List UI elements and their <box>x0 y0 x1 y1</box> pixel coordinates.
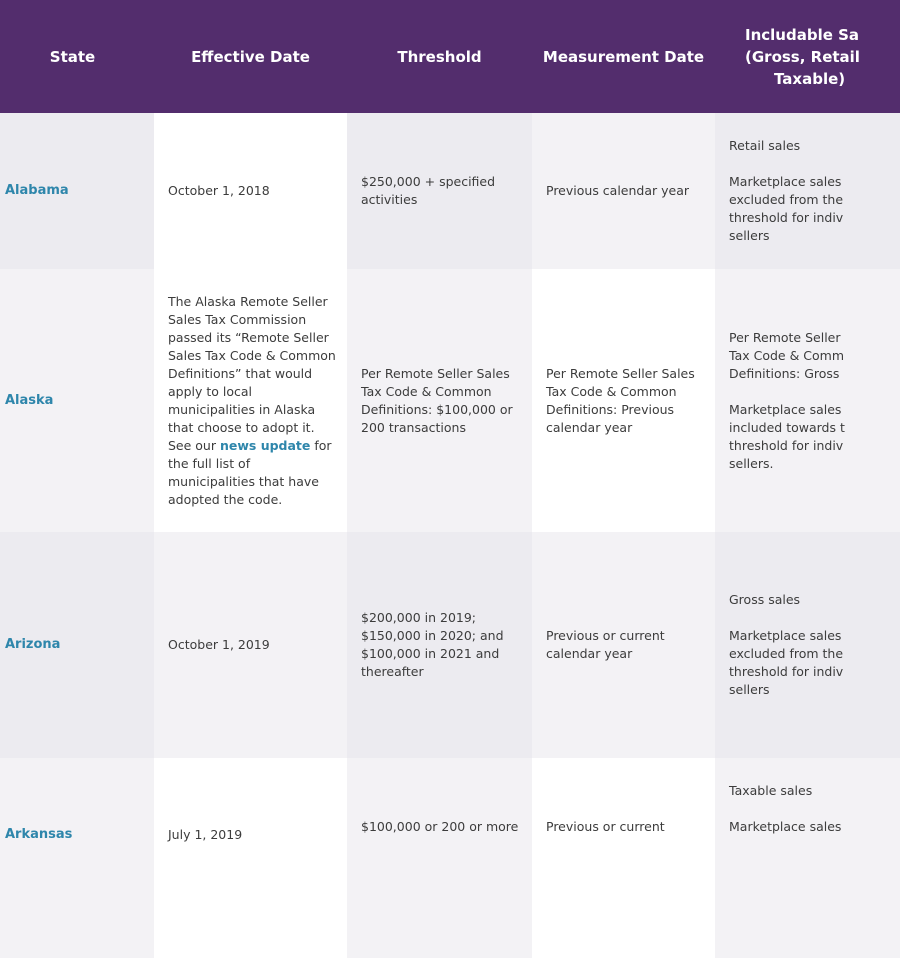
measurement-cell <box>532 532 715 758</box>
header-state: State <box>49 47 96 66</box>
effective-date: October 1, 2019 <box>168 637 270 652</box>
includable-sales-type: Retail sales <box>729 138 801 153</box>
threshold: Per Remote Seller Sales Tax Code & Common Definitions: $100,000 or 200 transactions <box>361 365 513 435</box>
state-cell <box>0 113 154 269</box>
header-measurement-date: Measurement Date <box>542 47 705 66</box>
marketplace-note: Marketplace sales <box>729 819 842 834</box>
state-link-arkansas[interactable]: Arkansas <box>5 827 73 842</box>
includable-sales-type: Taxable sales <box>729 783 813 798</box>
marketplace-note: Marketplace sales excluded from the threshold for indiv sellers <box>729 628 844 697</box>
includable-cell <box>715 532 900 758</box>
threshold: $200,000 in 2019; $150,000 in 2020; and $100,000 in 2021 and thereafter <box>361 610 504 679</box>
includable-cell <box>715 113 900 269</box>
threshold: $100,000 or 200 or more <box>361 819 519 834</box>
effective-date-cell <box>154 113 347 269</box>
header-includable-sales <box>715 0 900 113</box>
effective-date: October 1, 2018 <box>168 183 270 198</box>
threshold-cell <box>347 758 532 958</box>
marketplace-note: Marketplace sales excluded from the threshold for indiv sellers <box>729 174 844 243</box>
threshold: $250,000 + specified activities <box>361 174 496 207</box>
state-cell <box>0 269 154 532</box>
effective-date-cell <box>154 758 347 958</box>
measurement-cell <box>532 758 715 958</box>
table-row <box>0 113 900 269</box>
table-row <box>0 269 900 532</box>
header-includable-line-3: Taxable) <box>774 69 846 88</box>
measurement-date: Previous or current calendar year <box>546 628 665 661</box>
effective-date: July 1, 2019 <box>168 827 243 842</box>
header-effective-date: Effective Date <box>191 47 310 66</box>
includable-cell <box>715 758 900 958</box>
table-row <box>0 758 900 958</box>
table-row <box>0 532 900 758</box>
marketplace-note: Marketplace sales included towards t threshold for indiv sellers. <box>729 401 845 471</box>
header-threshold: Threshold <box>397 47 482 66</box>
measurement-date: Previous or current <box>546 819 665 834</box>
state-link-alabama[interactable]: Alabama <box>5 183 69 198</box>
state-cell <box>0 758 154 958</box>
state-link-alaska[interactable]: Alaska <box>5 392 54 408</box>
includable-sales-type: Gross sales <box>729 592 801 607</box>
news-update-link[interactable]: news update <box>219 437 311 453</box>
measurement-date: Previous calendar year <box>546 183 690 198</box>
table-header <box>0 0 900 113</box>
state-cell <box>0 532 154 758</box>
effective-text-after: for the full list of municipalities that have adopted the code. <box>168 437 332 507</box>
threshold-cell <box>347 113 532 269</box>
measurement-cell <box>532 269 715 532</box>
measurement-date: Per Remote Seller Sales Tax Code & Common Definitions: Previous calendar year <box>546 365 695 435</box>
measurement-cell <box>532 113 715 269</box>
effective-text-before: The Alaska Remote Seller Sales Tax Commission passed its “Remote Seller Sales Tax Code & Common Definitions” that would apply to local municipalities in Alaska that choose to adopt it. See our <box>168 293 336 453</box>
includable-sales-type: Per Remote Seller Tax Code & Comm Definitions: Gross <box>729 329 845 381</box>
header-includable-line-2: (Gross, Retail <box>745 47 860 66</box>
threshold-cell <box>347 532 532 758</box>
header-includable-line-1: Includable Sa <box>745 25 860 44</box>
effective-date-description <box>168 293 339 509</box>
effective-date-cell <box>154 269 347 532</box>
effective-date-cell <box>154 532 347 758</box>
threshold-cell <box>347 269 532 532</box>
includable-cell <box>715 269 900 532</box>
state-link-arizona[interactable]: Arizona <box>5 637 61 652</box>
